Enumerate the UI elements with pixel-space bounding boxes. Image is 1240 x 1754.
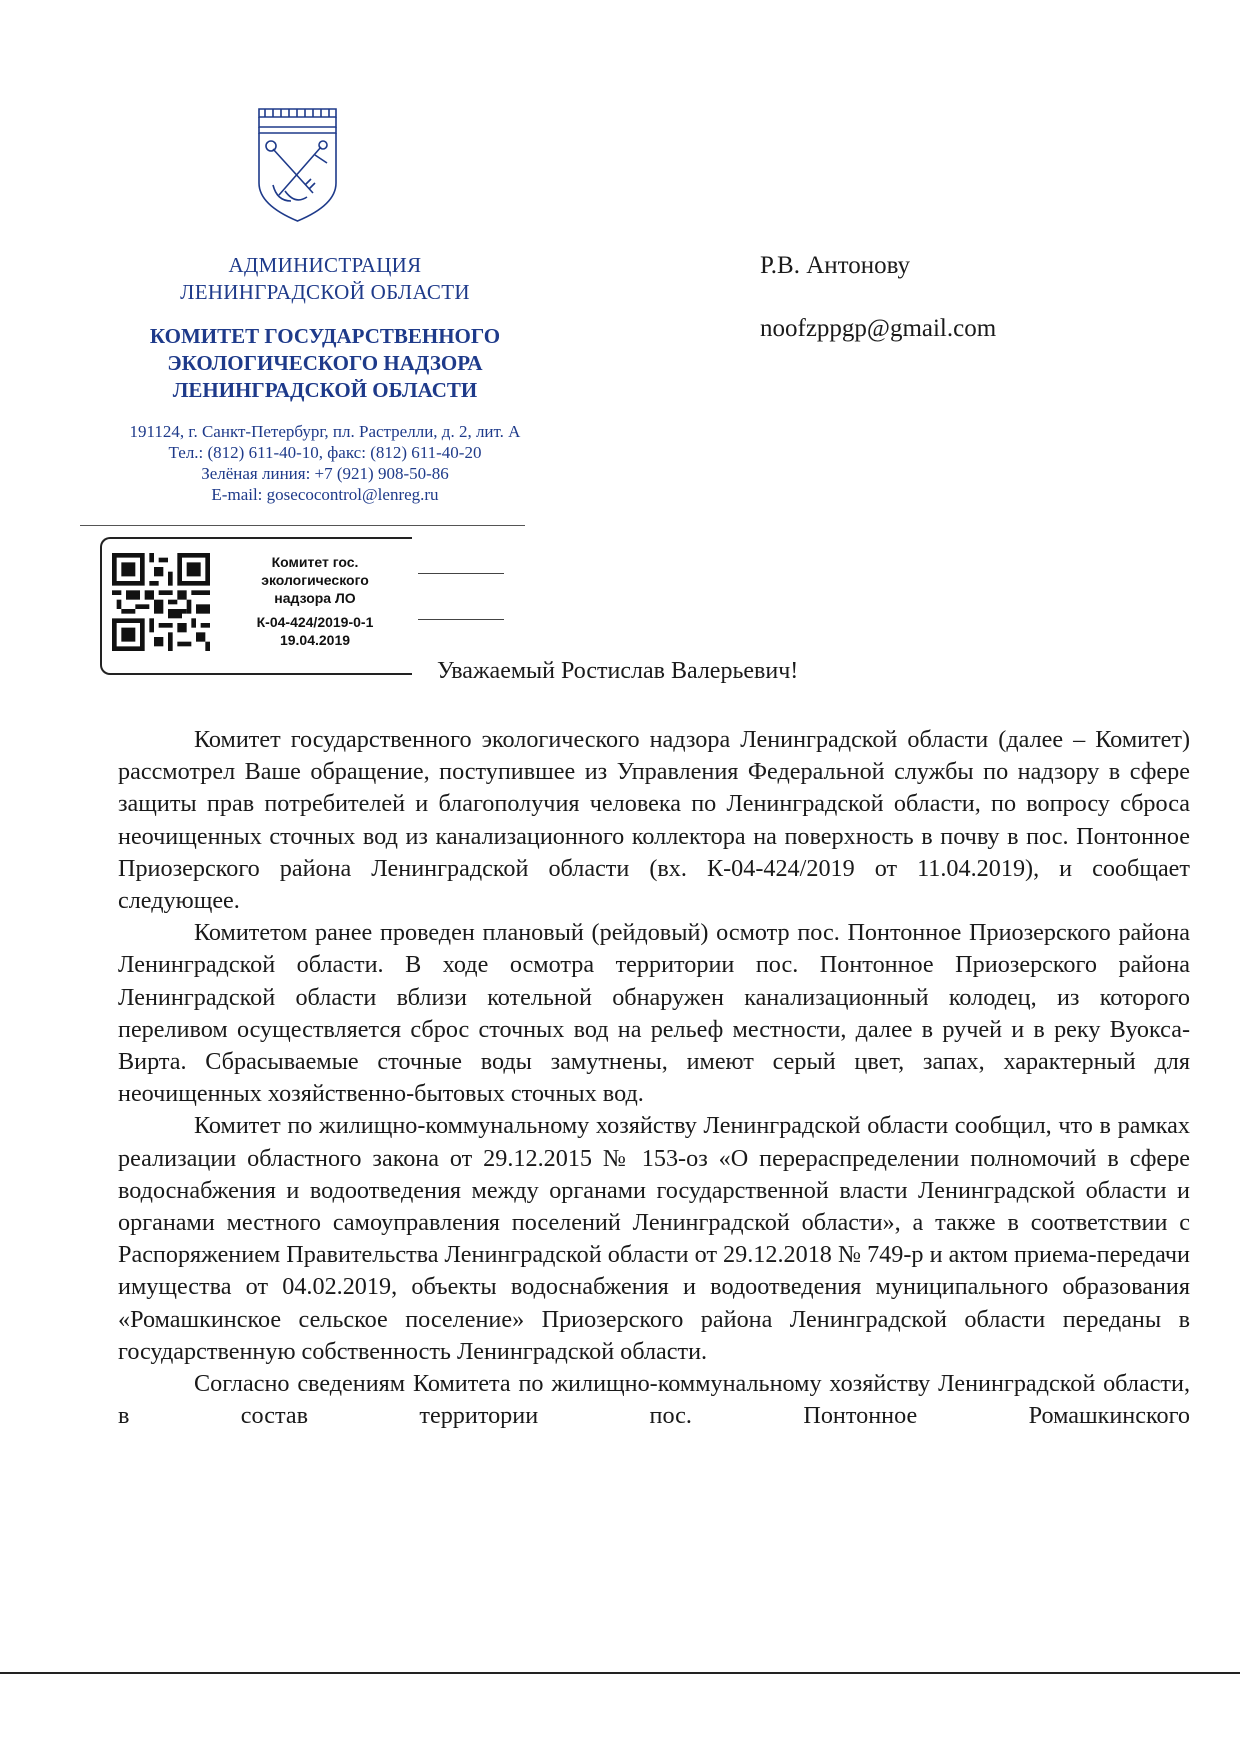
recipient-email: noofzppgp@gmail.com: [760, 315, 997, 342]
administration-name: [60, 252, 590, 306]
administration-line: АДМИНИСТРАЦИЯ: [228, 253, 422, 277]
address-line: 191124, г. Санкт-Петербург, пл. Растрелли, д. 2, лит. А: [129, 422, 521, 441]
email-line: E-mail: gosecocontrol@lenreg.ru: [211, 485, 439, 504]
stamp-org-line: Комитет гос.: [271, 554, 359, 570]
stamp-reg-number: К-04-424/2019-0-1: [256, 614, 374, 630]
phone-line: Тел.: (812) 611-40-10, факс: (812) 611-40-20: [168, 443, 482, 462]
blank-line: [418, 573, 504, 574]
administration-line: ЛЕНИНГРАДСКОЙ ОБЛАСТИ: [180, 280, 470, 304]
body-paragraph: Согласно сведениям Комитета по жилищно-коммунальному хозяйству Ленинградской области, в состав территории пос. Понтонное Ромашкинского: [118, 1370, 1190, 1430]
stamp-org-line: экологического: [261, 572, 369, 588]
letterhead-divider: [80, 525, 525, 526]
body-paragraph: Комитет по жилищно-коммунальному хозяйству Ленинградской области сообщил, что в рамках реализации областного закона от 29.12.2015 № 153-оз «О перераспределении полномочий в сфере водоснабжения и водоотведения между органами государственной власти Ленинградской области и органами местного самоуправления поселений Ленинградской области», а также в соответствии с Распоряжением Правительства Ленинградской области от 29.12.2018 № 749-р и актом приема-передачи имущества от 04.02.2019, объекты водоснабжения и водоотведения муниципального образования «Ромашкинское сельское поселение» Приозерского района Ленинградской области переданы в государственную собственность Ленинградской области.: [118, 1112, 1190, 1365]
page-bottom-edge: [0, 1672, 1240, 1674]
letter-body: [118, 724, 1190, 1432]
committee-line: ЛЕНИНГРАДСКОЙ ОБЛАСТИ: [172, 378, 478, 402]
committee-line: КОМИТЕТ ГОСУДАРСТВЕННОГО: [149, 324, 501, 348]
coat-of-arms-icon: [255, 105, 340, 225]
qr-code-icon: [112, 553, 210, 651]
stamp-org-line: надзора ЛО: [274, 590, 356, 606]
salutation: Уважаемый Ростислав Валерьевич!: [437, 658, 799, 684]
committee-contacts: [60, 421, 590, 505]
recipient-name: Р.В. Антонову: [760, 252, 911, 279]
committee-line: ЭКОЛОГИЧЕСКОГО НАДЗОРА: [167, 351, 483, 375]
registration-stamp: [100, 537, 412, 675]
stamp-text: [230, 553, 400, 649]
committee-name: [60, 323, 590, 404]
stamp-date: 19.04.2019: [279, 632, 351, 648]
blank-line: [418, 619, 504, 620]
hotline-line: Зелёная линия: +7 (921) 908-50-86: [201, 464, 449, 483]
body-paragraph: Комитетом ранее проведен плановый (рейдовый) осмотр пос. Понтонное Приозерского района Ленинградской области. В ходе осмотра территории пос. Понтонное Приозерского района Ленинградской области вблизи котельной обнаружен канализационный колодец, из которого переливом осуществляется сброс сточных вод на рельеф местности, далее в ручей и в реку Вуокса-Вирта. Сбрасываемые сточные воды замутнены, имеют серый цвет, запах, характерный для неочищенных хозяйственно-бытовых сточных вод.: [118, 919, 1190, 1108]
body-paragraph: Комитет государственного экологического надзора Ленинградской области (далее – Комитет) рассмотрел Ваше обращение, поступившее из Управления Федеральной службы по надзору в сфере защиты прав потребителей и благополучия человека по Ленинградской области, по вопросу сброса неочищенных сточных вод из канализационного коллектора на поверхность в почву в пос. Понтонное Приозерского района Ленинградской области (вх. К-04-424/2019 от 11.04.2019), и сообщает следующее.: [118, 726, 1190, 915]
